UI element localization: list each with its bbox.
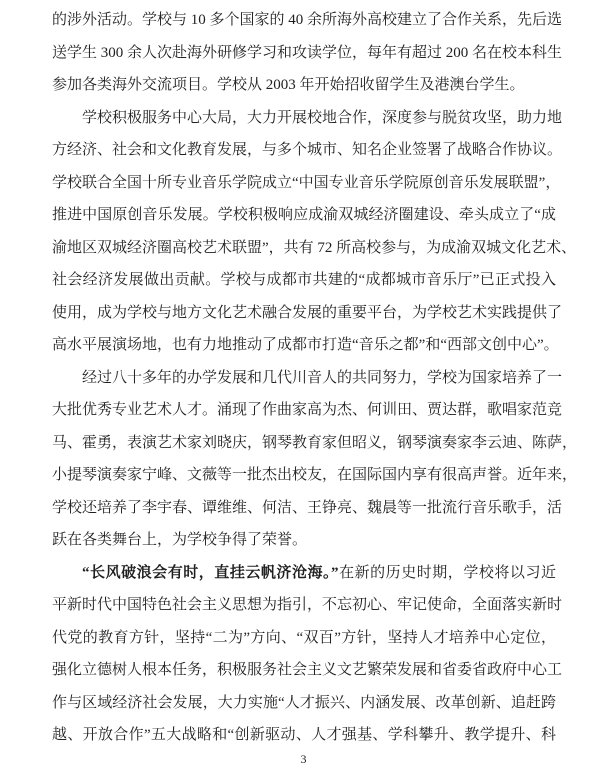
body-text: 平新时代中国特色社会主义思想为指引，不忘初心、牢记使命，全面落实新时 xyxy=(52,597,563,613)
body-text: 使用，成为学校与地方文化艺术融合发展的重要平台，为学校艺术实践提供了 xyxy=(52,304,563,321)
text-line xyxy=(52,589,563,622)
paragraph xyxy=(52,4,563,102)
text-line xyxy=(52,557,556,590)
text-line xyxy=(52,297,563,330)
text-line xyxy=(52,264,556,297)
text-line xyxy=(52,37,563,70)
body-text: 的涉外活动。学校与 10 多个国家的 40 余所海外高校建立了合作关系，先后选 xyxy=(52,12,563,28)
text-line xyxy=(52,362,563,395)
paragraph xyxy=(52,102,577,362)
text-line xyxy=(52,524,556,557)
paragraph xyxy=(52,362,578,557)
text-line xyxy=(52,394,563,427)
body-text: 学校还培养了李宇春、谭维维、何洁、王铮亮、魏晨等一批流行音乐歌手，活 xyxy=(52,499,563,516)
text-line xyxy=(52,167,561,200)
text-line xyxy=(52,232,577,265)
text-line xyxy=(52,199,556,232)
body-text: 跃在各类舞台上，为学校争得了荣誉。 xyxy=(52,532,308,548)
body-text: 代党的教育方针，坚持“二为”方向、“双百”方针，坚持人才培养中心定位， xyxy=(52,629,556,646)
body-text: 推进中国原创音乐发展。学校积极响应成渝双城经济圈建设、牵头成立了“成 xyxy=(52,207,556,223)
paragraph xyxy=(52,557,563,752)
text-line xyxy=(52,459,578,492)
text-line xyxy=(52,492,563,525)
body-text: 强化立德树人根本任务，积极服务社会主义文艺繁荣发展和省委省政府中心工 xyxy=(52,662,563,678)
bold-quote-text: “长风破浪会有时，直挂云帆济沧海。” xyxy=(82,564,339,581)
body-text: 在新的历史时期，学校将以习近 xyxy=(338,564,556,581)
text-line xyxy=(52,622,556,655)
body-text: 经过八十多年的办学发展和几代川音人的共同努力，学校为国家培养了一 xyxy=(82,369,563,386)
text-line xyxy=(52,134,563,167)
body-text: 方经济、社会和文化教育发展，与多个城市、知名企业签署了战略合作协议。 xyxy=(52,142,563,158)
text-body xyxy=(52,4,578,752)
text-line xyxy=(52,102,563,135)
text-line xyxy=(52,687,556,720)
body-text: 渝地区双城经济圈高校艺术联盟”，共有 72 所高校参与，为成渝双城文化艺术、 xyxy=(52,239,577,256)
body-text: 参加各类海外交流项目。学校从 2003 年开始招收留学生及港澳台学生。 xyxy=(52,77,525,93)
body-text: 大批优秀专业艺术人才。涌现了作曲家高为杰、何训田、贾达群，歌唱家范竞 xyxy=(52,402,563,418)
text-line xyxy=(52,654,563,687)
body-text: 学校联合全国十所专业音乐学院成立“中国专业音乐学院原创音乐发展联盟”， xyxy=(52,174,561,191)
text-line xyxy=(52,329,559,362)
body-text: 小提琴演奏家宁峰、文薇等一批杰出校友，在国际国内享有很高声誉。近年来， xyxy=(52,467,578,483)
body-text: 马、霍勇，表演艺术家刘晓庆，钢琴教育家但昭义，钢琴演奏家李云迪、陈萨， xyxy=(52,434,578,451)
body-text: 作与区域经济社会发展，大力实施“人才振兴、内涵发展、改革创新、追赶跨 xyxy=(52,694,556,711)
body-text: 送学生 300 余人次赴海外研修学习和攻读学位，每年有超过 200 名在校本科生 xyxy=(52,44,563,61)
text-line xyxy=(52,427,578,460)
body-text: 高水平展演场地，也有力地推动了成都市打造“音乐之都”和“西部文创中心”。 xyxy=(52,337,559,353)
body-text: 学校积极服务中心大局，大力开展校地合作，深度参与脱贫攻坚，助力地 xyxy=(82,109,563,126)
body-text: 越、开放合作”五大战略和“创新驱动、人才强基、学科攀升、教学提升、科 xyxy=(52,727,556,743)
page-number: 3 xyxy=(300,752,307,766)
body-text: 社会经济发展做出贡献。学校与成都市共建的“成都城市音乐厅”已正式投入 xyxy=(52,272,556,288)
text-line xyxy=(52,69,556,102)
text-line xyxy=(52,4,563,37)
text-line xyxy=(52,719,556,752)
